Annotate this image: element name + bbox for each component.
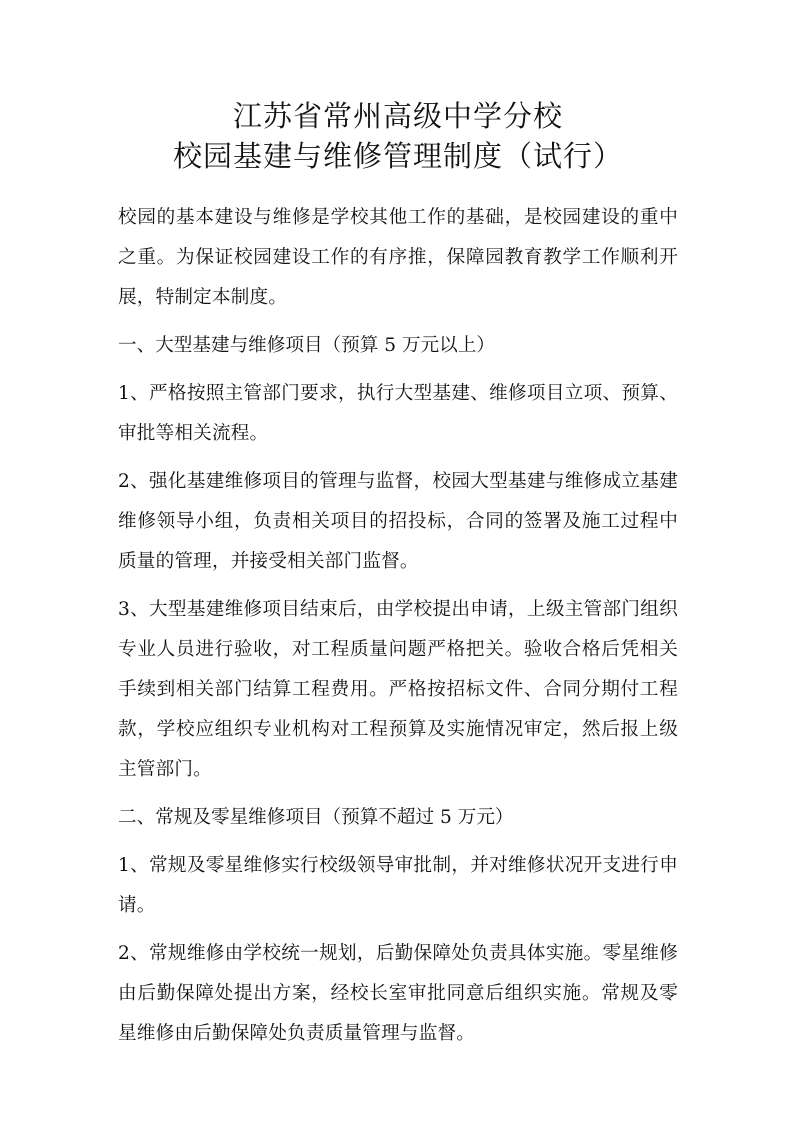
section1-item-3: 3、大型基建维修项目结束后，由学校提出申请，上级主管部门组织专业人员进行验收，对工程质量问题严格把关。验收合格后凭相关手续到相关部门结算工程费用。严格按招标文件、合同分期付工程款，学校应组织专业机构对工程预算及实施情况审定，然后报上级主管部门。 (118, 599, 678, 780)
intro-paragraph: 校园的基本建设与维修是学校其他工作的基础，是校园建设的重中之重。为保证校园建设工作的有序推，保障园教育教学工作顺利开展，特制定本制度。 (118, 207, 678, 308)
section2-item-2: 2、常规维修由学校统一规划，后勤保障处负责具体实施。零星维修由后勤保障处提出方案，经校长室审批同意后组织实施。常规及零星维修由后勤保障处负责质量管理与监督。 (118, 943, 678, 1044)
section1-heading: 一、大型基建与维修项目（预算 5 万元以上） (118, 335, 495, 356)
section2-item-1: 1、常规及零星维修实行校级领导审批制，并对维修状况开支进行申请。 (118, 855, 678, 916)
section2-heading: 二、常规及零星维修项目（预算不超过 5 万元） (118, 807, 514, 828)
document-title-line1: 江苏省常州高级中学分校 (232, 99, 563, 133)
document-page (118, 96, 678, 1062)
document-title-line2: 校园基建与维修管理制度（试行） (172, 139, 623, 173)
section1-item-1: 1、严格按照主管部门要求，执行大型基建、维修项目立项、预算、审批等相关流程。 (118, 383, 678, 444)
section1-item-2: 2、强化基建维修项目的管理与监督，校园大型基建与维修成立基建维修领导小组，负责相关项目的招投标，合同的签署及施工过程中质量的管理，并接受相关部门监督。 (118, 471, 678, 572)
